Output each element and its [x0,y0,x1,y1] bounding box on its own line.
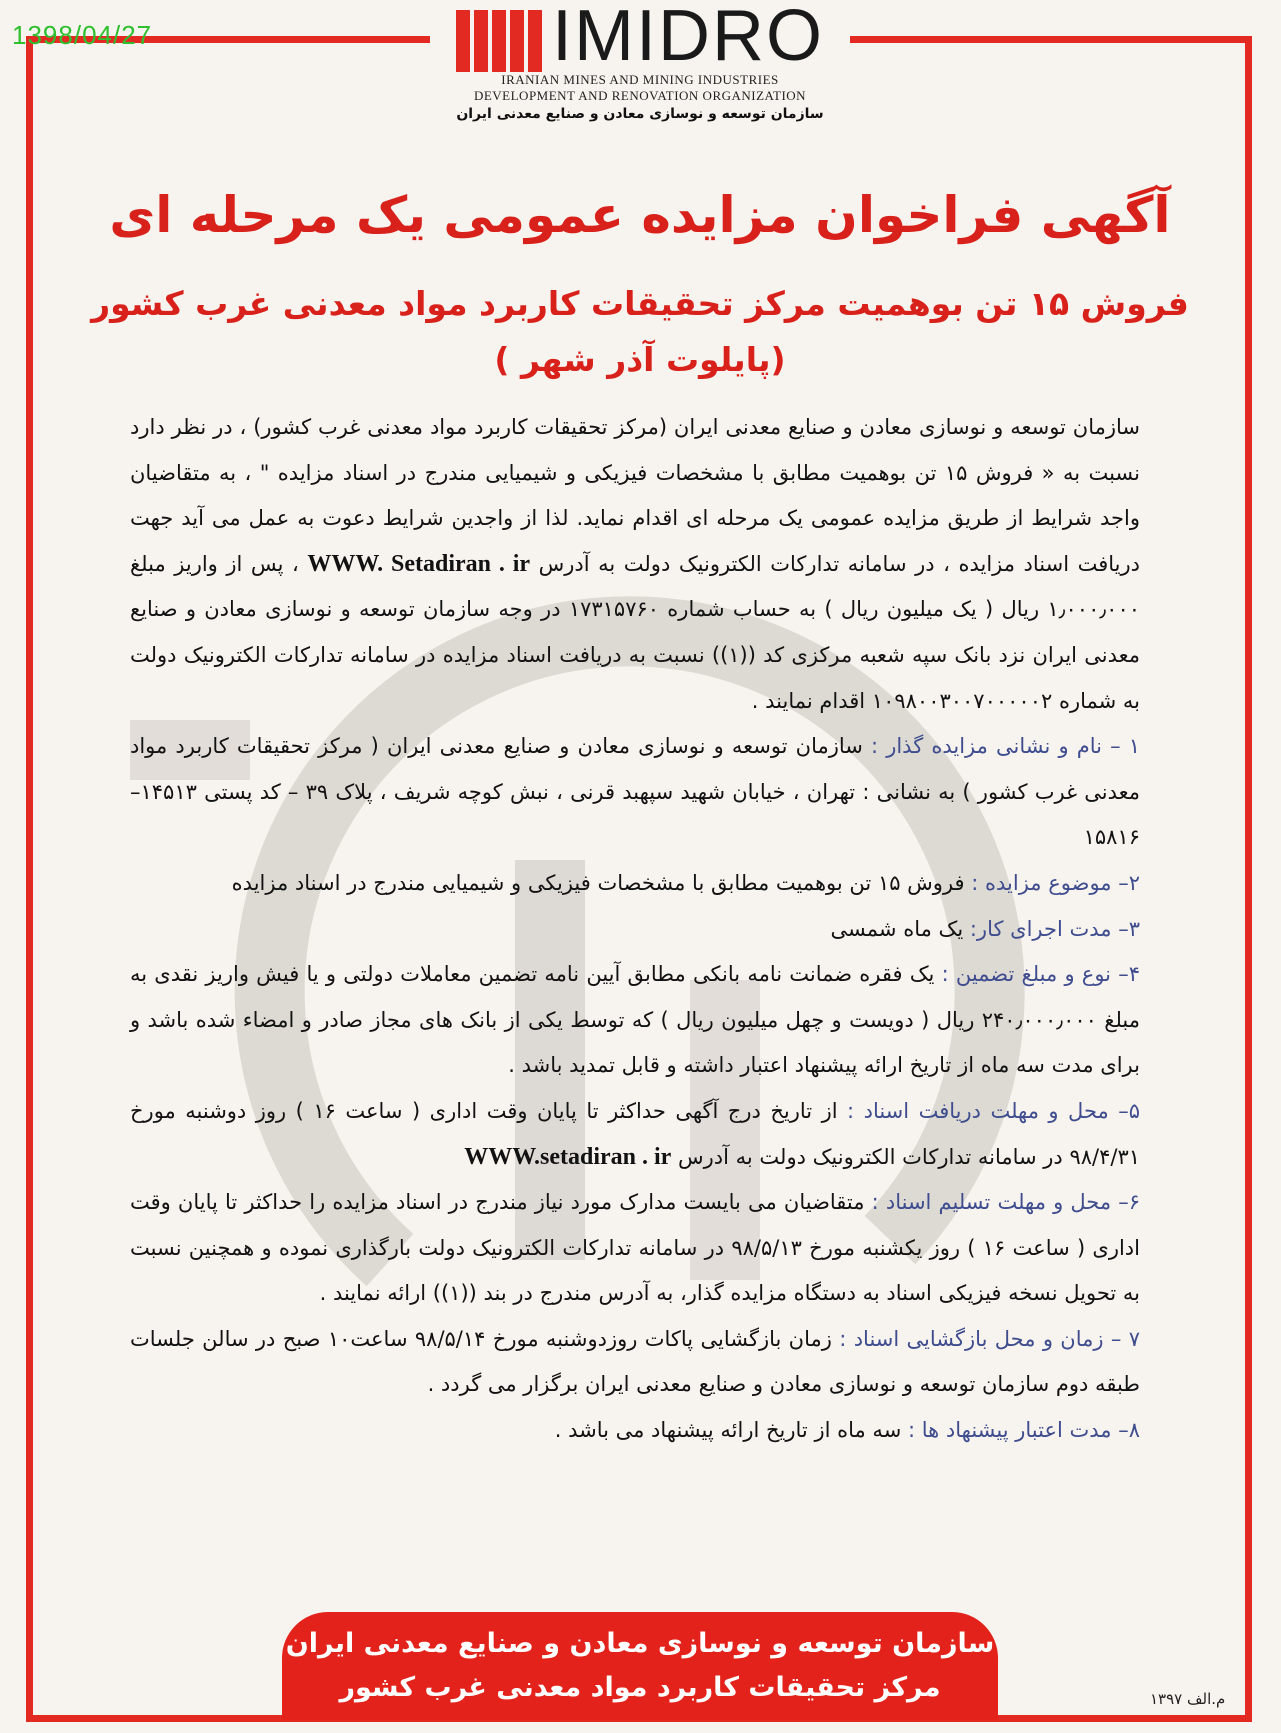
item-receive-documents [130,1089,1140,1180]
logo-bars-icon [456,10,542,72]
footer-banner [282,1612,998,1720]
item-duration [130,907,1140,953]
item-label: ۶– محل و مهلت تسلیم اسناد : [871,1190,1141,1215]
date-stamp: 1398/04/27 [12,20,153,50]
item-label: ۳– مدت اجرای کار: [969,916,1140,941]
item-label: ۸– مدت اعتبار پیشنهاد ها : [907,1418,1140,1443]
intro-text: سازمان توسعه و نوسازی معادن و صنایع معدنی ایران (مرکز تحقیقات کاربرد مواد معدنی غرب کشور) ، در نظر دارد نسبت به « فروش ۱۵ تن بوهمیت مطابق با مشخصات فیزیکی و شیمیایی مندرج در اسناد مزایده " ، به متقاضیان واجد شرایط از طریق مزایده عمومی یک مرحله ای اقدام نماید. لذا از واجدین شرایط دعوت به عمل می آید جهت دریافت اسناد مزایده ، در سامانه تدارکات الکترونیک دولت به آدرس [130,415,1140,576]
item-opening [130,1317,1140,1408]
banner-line-1: سازمان توسعه و نوسازی معادن و صنایع معدنی ایران [285,1628,995,1659]
item-text: فروش ۱۵ تن بوهمیت مطابق با مشخصات فیزیکی و شیمیایی مندرج در اسناد مزایده [231,870,965,895]
ad-subtitle [60,276,1220,388]
logo-wordmark: IMIDRO [552,0,824,76]
item-text: متقاضیان می بایست مدارک مورد نیاز مندرج در اسناد مزایده را حداکثر تا پایان وقت اداری ( ساعت ۱۶ ) روز یکشنبه مورخ ۹۸/۵/۱۳ در سامانه تدارکات الکترونیک دولت بارگذاری نموده و همچنین نسبت به تحویل نسخه فیزیکی اسناد به دستگاه مزایده گذار، به آدرس مندرج در بند ((۱)) ارائه نمایند . [130,1190,1140,1306]
logo-persian-line: سازمان توسعه و نوسازی معادن و صنایع معدنی ایران [456,106,824,122]
item-organizer [130,724,1140,861]
intro-text-continued: ، پس از واریز مبلغ ۱٫۰۰۰٫۰۰۰ ریال ( یک میلیون ریال ) به حساب شماره ۱۷۳۱۵۷۶۰ در وجه سازمان توسعه و نوسازی معادن و صنایع معدنی ایران نزد بانک سپه شعبه مرکزی کد ((۱)) نسبت به دریافت اسناد مزایده در سامانه تدارکات الکترونیک دولت به شماره ۱۰۹۸۰۰۳۰۰۷۰۰۰۰۰۲ اقدام نمایند . [130,551,1140,713]
item-label: ۷ – زمان و محل بازگشایی اسناد : [839,1326,1140,1351]
item-text: یک ماه شمسی [830,916,964,941]
item-label: ۲– موضوع مزایده : [971,870,1140,895]
item-label: ۴– نوع و مبلغ تضمین : [941,962,1140,987]
item-label: ۵– محل و مهلت دریافت اسناد : [847,1098,1140,1123]
item-text: یک فقره ضمانت نامه بانکی مطابق آیین نامه تضمین معاملات دولتی و یا فیش واریز نقدی به مبلغ ۲۴۰٫۰۰۰٫۰۰۰ ریال ( دویست و چهل میلیون ریال ) که توسط یکی از بانک های مجاز صادر و امضاء شده باشد و برای مدت سه ماه از تاریخ ارائه پیشنهاد اعتبار داشته و قابل تمدید باشد . [130,962,1140,1078]
setadiran-url-2: WWW.setadiran . ir [464,1143,672,1170]
logo-english-line-2: DEVELOPMENT AND RENOVATION ORGANIZATION [473,88,807,103]
banner-line-2: مرکز تحقیقات کاربرد مواد معدنی غرب کشور [339,1672,941,1703]
subtitle-line-2: (پایلوت آذر شهر ) [494,340,786,379]
ad-title: آگهی فراخوان مزایده عمومی یک مرحله ای [109,186,1171,244]
intro-paragraph [130,405,1140,724]
item-label: ۱ – نام و نشانی مزایده گذار : [871,734,1140,759]
item-text: زمان بازگشایی پاکات روزدوشنبه مورخ ۹۸/۵/۱۴ ساعت۱۰ صبح در سالن جلسات طبقه دوم سازمان توسعه و نوسازی معادن و صنایع معدنی ایران برگزار می گردد . [130,1326,1140,1397]
ad-body [130,405,1140,1454]
logo-english-line-1: IRANIAN MINES AND MINING INDUSTRIES [501,72,779,87]
item-subject [130,861,1140,907]
item-text: از تاریخ درج آگهی حداکثر تا پایان وقت اداری ( ساعت ۱۶ ) روز دوشنبه مورخ ۹۸/۴/۳۱ در سامانه تدارکات الکترونیک دولت به آدرس [130,1098,1140,1169]
item-submit-documents [130,1180,1140,1317]
item-guarantee [130,952,1140,1089]
item-validity [130,1408,1140,1454]
setadiran-url: WWW. Setadiran . ir [307,550,531,577]
logo-mark [430,0,850,76]
item-text: سازمان توسعه و نوسازی معادن و صنایع معدنی ایران ( مرکز تحقیقات کاربرد مواد معدنی غرب کشور ) به نشانی : تهران ، خیابان شهید سپهبد قرنی ، نبش کوچه شریف ، پلاک ۳۹ – کد پستی ۱۴۵۱۳–۱۵۸۱۶ [130,734,1141,850]
subtitle-line-1: فروش ۱۵ تن بوهمیت مرکز تحقیقات کاربرد مواد معدنی غرب کشور [91,284,1189,323]
item-text: سه ماه از تاریخ ارائه پیشنهاد می باشد . [554,1418,902,1443]
logo [430,0,850,140]
ad-reference-code: م.الف ۱۳۹۷ [1150,1690,1226,1708]
